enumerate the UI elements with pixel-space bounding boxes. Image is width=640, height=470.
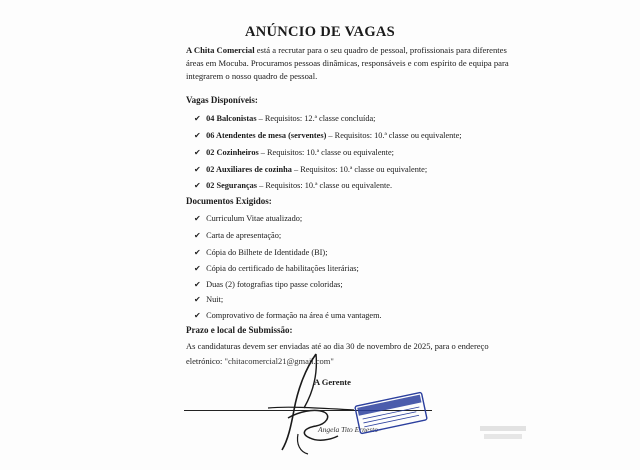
handwritten-signature <box>258 348 368 458</box>
vaga-role: 06 Atendentes de mesa (serventes) <box>206 131 327 140</box>
vaga-item <box>194 148 394 157</box>
intro-line1: está a recrutar para o seu quadro de pessoal, profissionais para diferentes <box>254 45 507 55</box>
document-item <box>194 231 281 240</box>
check-icon: ✔ <box>194 214 201 223</box>
email-prefix: eletrónico: <box>186 356 225 366</box>
document-item <box>194 280 343 289</box>
document-item-label: Cópia do Bilhete de Identidade (BI); <box>206 248 328 257</box>
document-item <box>194 295 223 304</box>
check-icon: ✔ <box>194 295 201 304</box>
vaga-item <box>194 114 375 123</box>
document-item-label: Comprovativo de formação na área é uma vantagem. <box>206 311 382 320</box>
prazo-heading: Prazo e local de Submissão: <box>186 325 293 335</box>
document-title: ANÚNCIO DE VAGAS <box>244 24 396 40</box>
vaga-requirement: – Requisitos: 12.ª classe concluída; <box>256 114 376 123</box>
document-item-label: Carta de apresentação; <box>206 231 282 240</box>
vaga-role: 02 Cozinheiros <box>206 148 259 157</box>
vaga-requirement: – Requisitos: 10.ª classe ou equivalente; <box>258 148 394 157</box>
check-icon: ✔ <box>194 248 201 257</box>
vaga-item <box>194 131 462 140</box>
signatory-name: Angela Tito Ernesto <box>318 425 378 434</box>
document-item <box>194 248 328 257</box>
check-icon: ✔ <box>194 231 201 240</box>
intro-paragraph <box>186 44 516 83</box>
check-icon: ✔ <box>194 131 201 140</box>
email-link[interactable]: "chitacomercial21@gmail.com" <box>224 356 334 366</box>
documentos-heading: Documentos Exigidos: <box>186 196 272 206</box>
vaga-role: 02 Auxiliares de cozinha <box>206 165 292 174</box>
check-icon: ✔ <box>194 311 201 320</box>
check-icon: ✔ <box>194 264 201 273</box>
document-item-label: Cópia do certificado de habilitações literárias; <box>206 264 359 273</box>
intro-line2: áreas em Mocuba. Procuramos pessoas dinâmicas, responsáveis e com espírito de equipa para <box>186 58 509 68</box>
vaga-requirement: – Requisitos: 10.ª classe ou equivalente; <box>326 131 462 140</box>
document-item <box>194 311 382 320</box>
watermark-icon <box>478 424 528 442</box>
prazo-line1: As candidaturas devem ser enviadas até ao dia 30 de novembro de 2025, para o endereço <box>186 341 489 351</box>
vagas-heading: Vagas Disponíveis: <box>186 95 258 105</box>
vaga-item <box>194 181 392 190</box>
check-icon: ✔ <box>194 148 201 157</box>
vaga-role: 04 Balconistas <box>206 114 257 123</box>
vaga-role: 02 Seguranças <box>206 181 258 190</box>
check-icon: ✔ <box>194 280 201 289</box>
document-item-label: Curriculum Vitae atualizado; <box>206 214 303 223</box>
vaga-item <box>194 165 427 174</box>
document-item <box>194 214 302 223</box>
vaga-requirement: – Requisitos: 10.ª classe ou equivalente. <box>257 181 393 190</box>
vaga-requirement: – Requisitos: 10.ª classe ou equivalente; <box>291 165 428 174</box>
document-item-label: Nuit; <box>206 295 224 304</box>
check-icon: ✔ <box>194 165 201 174</box>
company-name: A Chita Comercial <box>186 45 255 55</box>
document-item-label: Duas (2) fotografias tipo passe coloridas; <box>206 280 343 289</box>
check-icon: ✔ <box>194 114 201 123</box>
signature-role: A Gerente <box>314 377 351 387</box>
intro-line3: integrarem o nosso quadro de pessoal. <box>186 71 318 81</box>
check-icon: ✔ <box>194 181 201 190</box>
document-item <box>194 264 359 273</box>
